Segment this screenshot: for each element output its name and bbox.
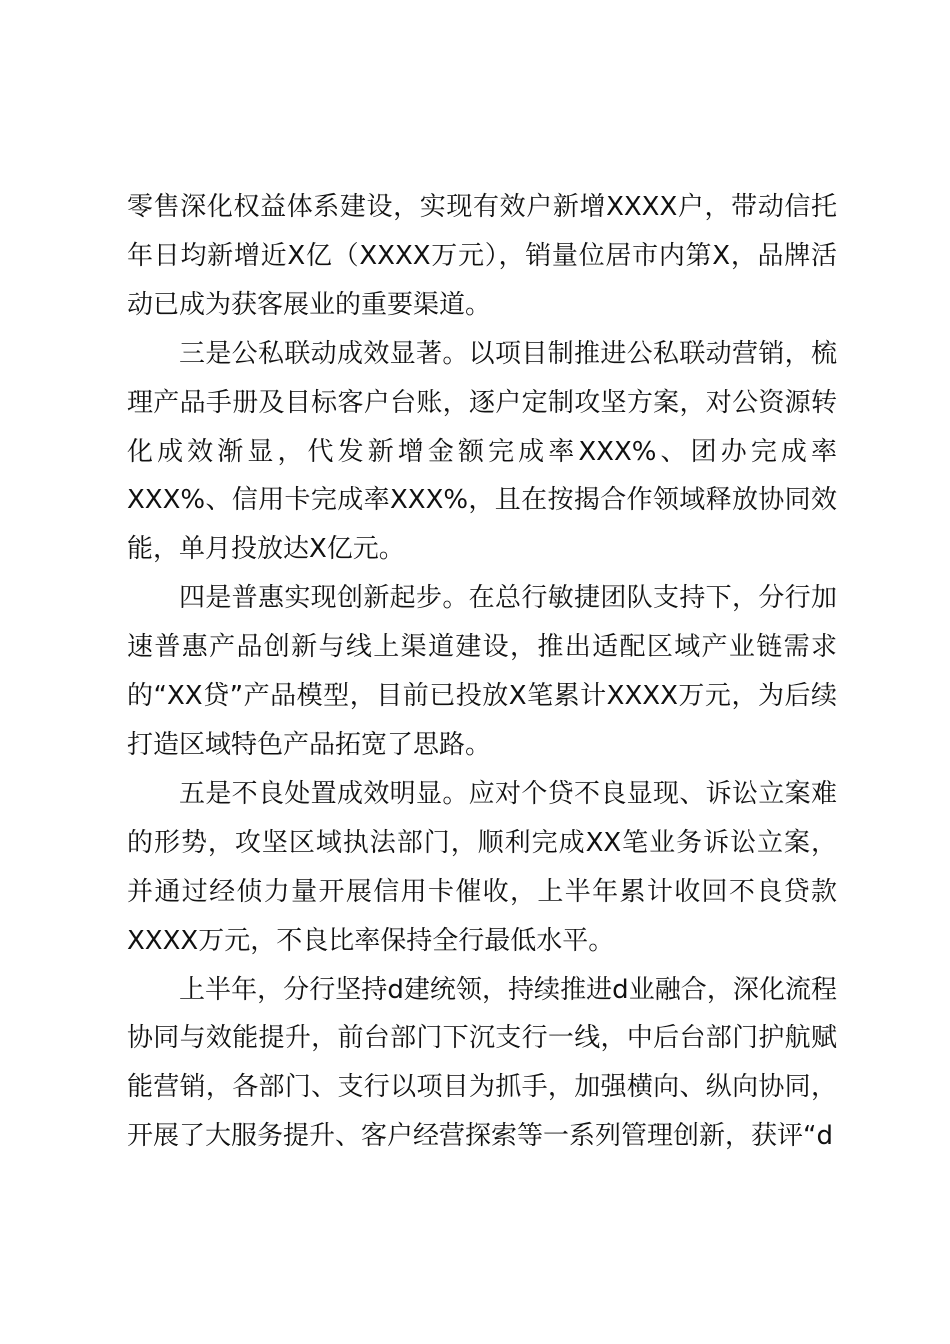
document-body — [127, 183, 837, 1161]
paragraph-retail-continuation: 零售深化权益体系建设，实现有效户新增XXXX户，带动信托年日均新增近X亿（XXXX万元），销量位居市内第X，品牌活动已成为获客展业的重要渠道。 — [127, 192, 837, 320]
paragraph-nonperforming-disposal: 五是不良处置成效明显。应对个贷不良显现、诉讼立案难的形势，攻坚区域执法部门，顺利完成XX笔业务诉讼立案，并通过经侦力量开展信用卡催收，上半年累计收回不良贷款XXXX万元，不良比率保持全行最低水平。 — [127, 778, 837, 956]
paragraph-first-half-summary: 上半年，分行坚持d建统领，持续推进d业融合，深化流程协同与效能提升，前台部门下沉支行一线，中后台部门护航赋能营销，各部门、支行以项目为抓手，加强横向、纵向协同，开展了大服务提升、客户经营探索等一系列管理创新，获评“d — [127, 974, 837, 1152]
paragraph-public-private-linkage: 三是公私联动成效显著。以项目制推进公私联动营销，梳理产品手册及目标客户台账，逐户定制攻坚方案，对公资源转化成效渐显，代发新增金额完成率XXX%、团办完成率XXX%、信用卡完成率XXX%，且在按揭合作领域释放协同效能，单月投放达X亿元。 — [127, 338, 837, 565]
paragraph-inclusive-innovation: 四是普惠实现创新起步。在总行敏捷团队支持下，分行加速普惠产品创新与线上渠道建设，推出适配区域产业链需求的“XX贷”产品模型，目前已投放X笔累计XXXX万元，为后续打造区域特色产品拓宽了思路。 — [127, 583, 837, 760]
